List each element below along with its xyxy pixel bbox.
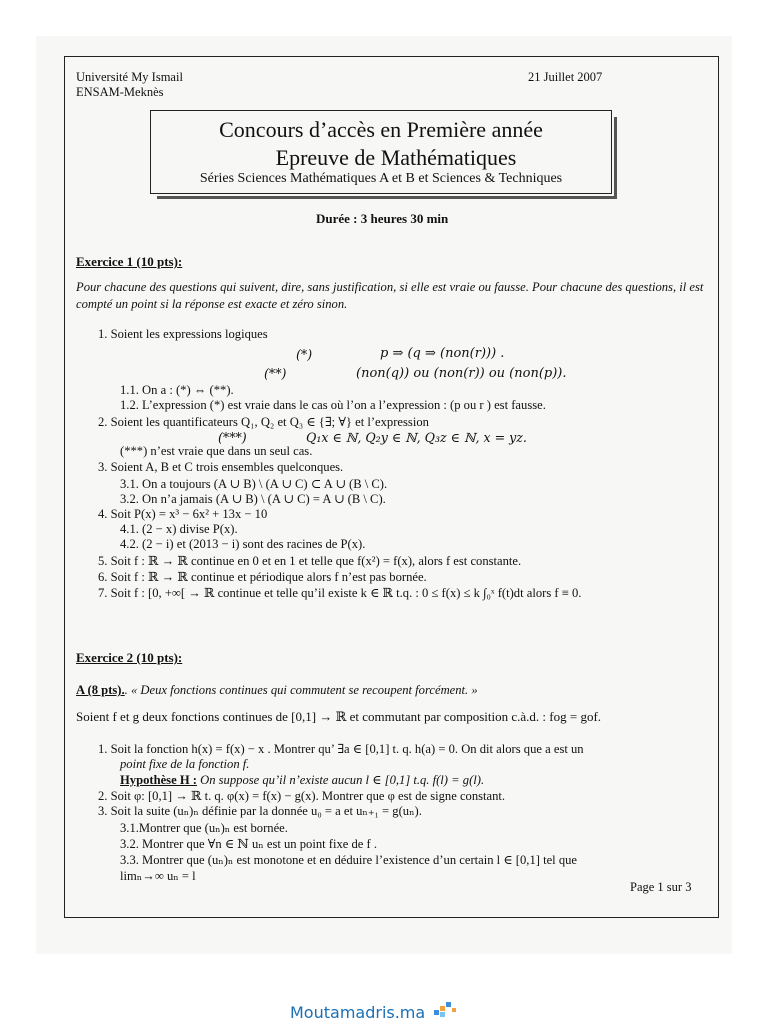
ex2-intro: Soient f et g deux fonctions continues de [0,1] → ℝ et commutant par composition c.à.d. : fog = gof.: [76, 709, 602, 724]
duration: Durée : 3 heures 30 min: [316, 211, 449, 226]
ex1-q4: 4. Soit P(x) = x³ − 6x² + 13x − 10: [98, 507, 268, 521]
ex1-q1-1: 1.1. On a : (*) ⇔ (**).: [120, 383, 234, 397]
title-line-2: Epreuve de Mathématiques: [275, 145, 517, 170]
page-number: Page 1 sur 3: [630, 880, 692, 894]
brand-logo-icon: [432, 1000, 462, 1020]
ex2-hypothesis: [120, 772, 484, 788]
hypothesis-label: Hypothèse H :: [120, 773, 197, 787]
title-line-1: Concours d’accès en Première année: [219, 117, 543, 142]
ex1-q4-2: 4.2. (2 − i) et (2013 − i) sont des racines de P(x).: [120, 537, 366, 551]
ex1-q1-star: (*): [296, 347, 313, 362]
ex2-q3-2: 3.2. Montrer que ∀n ∈ ℕ uₙ est un point fixe de f .: [120, 837, 378, 851]
ex1-q3-2: 3.2. On n’a jamais (A ∪ B) \ (A ∪ C) = A ∪ (B \ C).: [120, 492, 386, 506]
ex2-q2: 2. Soit φ: [0,1] → ℝ t. q. φ(x) = f(x) − g(x). Montrer que φ est de signe constant.: [98, 789, 506, 803]
exercise-2-heading: Exercice 2 (10 pts):: [76, 650, 183, 665]
ex1-q1-expr2: (non(q)) ou (non(r)) ou (non(p)).: [356, 366, 567, 381]
ex1-q1-star2: (**): [264, 366, 287, 381]
ex1-q3: 3. Soient A, B et C trois ensembles quelconques.: [98, 460, 344, 474]
ex2-q3: 3. Soit la suite (uₙ)ₙ définie par la donnée u₀ = a et uₙ₊₁ = g(uₙ).: [98, 804, 422, 818]
hypothesis-text: On suppose qu’il n’existe aucun l ∈ [0,1] t.q. f(l) = g(l).: [196, 773, 485, 787]
ex2-q1-line2: point fixe de la fonction f.: [120, 757, 250, 771]
ex1-q2-star: (***): [218, 430, 247, 445]
ex2-q3-1: 3.1.Montrer que (uₙ)ₙ est bornée.: [120, 821, 288, 835]
ex2-q1-line1: 1. Soit la fonction h(x) = f(x) − x . Montrer qu’ ∃a ∈ [0,1] t. q. h(a) = 0. On dit alors que a est un: [98, 742, 584, 756]
brand-watermark: Moutamadris.ma: [290, 1003, 426, 1022]
ex1-q1-expr1: p ⇒ (q ⇒ (non(r))) .: [380, 346, 505, 361]
ex1-q6: 6. Soit f : ℝ → ℝ continue et périodique alors f n’est pas bornée.: [98, 570, 427, 584]
ex1-q7: 7. Soit f : [0, +∞[ → ℝ continue et telle qu’il existe k ∈ ℝ t.q. : 0 ≤ f(x) ≤ k ∫₀ˣ f(t)dt alors f ≡ 0.: [98, 586, 582, 600]
ex1-q2-expr: Q₁x ∈ ℕ, Q₂y ∈ ℕ, Q₃z ∈ ℕ, x = yz.: [306, 430, 527, 445]
ex1-q2: 2. Soient les quantificateurs Q₁, Q₂ et Q₃ ∈ {∃; ∀} et l’expression: [98, 415, 429, 429]
university-name: Université My Ismail: [76, 70, 183, 84]
ex1-q4-1: 4.1. (2 − x) divise P(x).: [120, 522, 238, 536]
exam-date: 21 Juillet 2007: [528, 70, 603, 84]
ex2-part-a: [76, 683, 478, 698]
ex1-q1-2: 1.2. L’expression (*) est vraie dans le cas où l’on a l’expression : (p ou r ) est fausse.: [120, 398, 546, 412]
ex1-q3-1: 3.1. On a toujours (A ∪ B) \ (A ∪ C) ⊂ A ∪ (B \ C).: [120, 477, 388, 491]
ex1-q2-end: (***) n’est vraie que dans un seul cas.: [120, 444, 313, 458]
ex2-q3-3b: limₙ→∞ uₙ = l: [120, 869, 196, 883]
ex2-part-a-label: A (8 pts).: [76, 683, 125, 697]
exercise-1-heading: Exercice 1 (10 pts):: [76, 254, 183, 269]
title-box: [150, 110, 612, 194]
title-line-3: Séries Sciences Mathématiques A et B et Sciences & Techniques: [199, 171, 563, 186]
school-name: ENSAM-Meknès: [76, 85, 164, 99]
ex2-q3-3: 3.3. Montrer que (uₙ)ₙ est monotone et en déduire l’existence d’un certain l ∈ [0,1] tel que: [120, 853, 578, 867]
ex2-part-a-text: . « Deux fonctions continues qui commutent se recoupent forcément. »: [124, 683, 478, 697]
ex1-q1: 1. Soient les expressions logiques: [98, 327, 268, 341]
ex1-q5: 5. Soit f : ℝ → ℝ continue en 0 et en 1 et telle que f(x²) = f(x), alors f est constante.: [98, 554, 522, 568]
exercise-1-intro: Pour chacune des questions qui suivent, dire, sans justification, si elle est vraie ou fausse. Pour chacune des questions, il est compté un point si la réponse est exacte et zéro sinon.: [76, 280, 704, 311]
